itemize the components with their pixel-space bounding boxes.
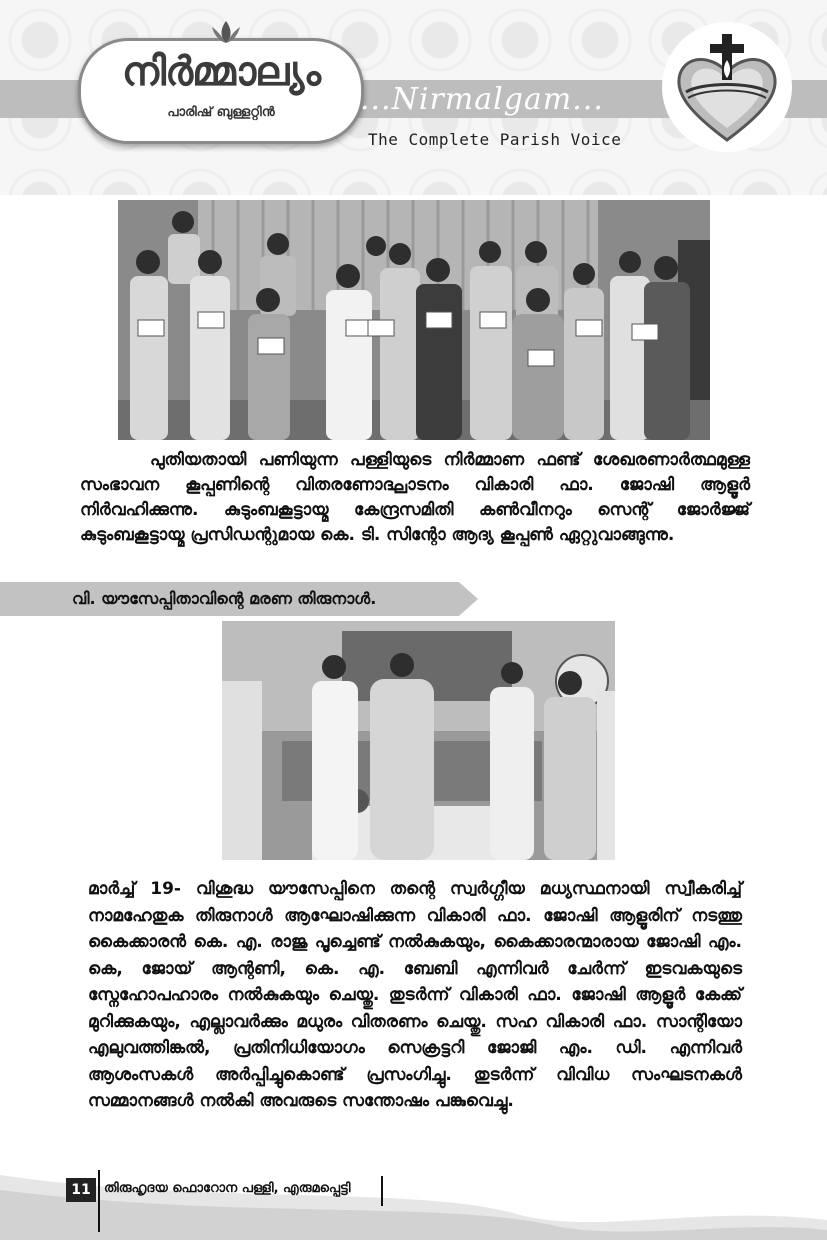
brand-script-title: ...Nirmalgam... [360, 82, 604, 117]
emblem [662, 22, 792, 152]
footer-parish-name: തിരുഹൃദയ ഫൊറോന പള്ളി, എരുമപ്പെട്ടി [104, 1181, 351, 1196]
footer-divider [98, 1170, 100, 1232]
tagline: The Complete Parish Voice [368, 130, 622, 149]
page-number: 11 [66, 1178, 96, 1202]
article-body: മാർച്ച് 19- വിശുദ്ധ യൗസേപ്പിനെ തന്റെ സ്വർഗ്ഗീയ മധ്യസ്ഥനായി സ്വീകരിച്ച് നാമഹേതുക തിരുനാൾ ആഘോഷിക്കുന്ന വികാരി ഫാ. ജോഷി ആളൂരിന് നടത്തു കൈക്കാരൻ കെ. എ. രാജു പൂച്ചെണ്ട് നൽകുകയും, കൈക്കാരന്മാരായ ജോഷി എം. കെ, ജോയ് ആന്റണി, കെ. എ. ബേബി എന്നിവർ ചേർന്ന് ഇടവകയുടെ സ്നേഹോപഹാരം നൽകുകയും ചെയ്തു. തുടർന്ന് വികാരി ഫാ. ജോഷി ആളൂർ കേക്ക് മുറിക്കുകയും, എല്ലാവർക്കും മധുരം വിതരണം ചെയ്തു. സഹ വികാരി ഫാ. സാന്റിയോ എലുവത്തിങ്കൽ, പ്രതിനിധിയോഗം സെക്രട്ടറി ജോജി എം. ഡി. എന്നിവർ ആശംസകൾ അർപ്പിച്ചുകൊണ്ട് പ്രസംഗിച്ചു. തുടർന്ന് വിവിധ സംഘടനകൾ സമ്മാനങ്ങൾ നൽകി അവരുടെ സന്തോഷം പങ്കുവെച്ചു. [88, 879, 742, 1111]
sacred-heart-cross-icon [662, 22, 792, 152]
masthead-title: നിർമ്മാല്യം [121, 49, 321, 95]
lotus-icon [206, 19, 246, 45]
masthead-badge [78, 38, 364, 144]
group-photo [118, 200, 710, 440]
cake-cutting-photo [222, 621, 615, 860]
footer-ornament [0, 1165, 827, 1240]
photo-caption: പുതിയതായി പണിയുന്ന പള്ളിയുടെ നിർമ്മാണ ഫണ്ട് ശേഖരണാർത്ഥമുള്ള സംഭാവന കൂപ്പണിന്റെ വിതരണോദ്ഘാടനം വികാരി ഫാ. ജോഷി ആളൂർ നിർവഹിക്കുന്നു. കുടുംബകൂട്ടായ്മ കേന്ദ്രസമിതി കൺവീനറും സെന്റ് ജോർജ്ജ് കുടുംബകൂട്ടായ്മ പ്രസിഡന്റുമായ കെ. ടി. സിന്റോ ആദ്യ കൂപ്പൺ ഏറ്റുവാങ്ങുന്നു. [80, 450, 750, 545]
section-title: വി. യൗസേപ്പിതാവിന്റെ മരണ തിരുനാൾ. [72, 589, 377, 608]
footer-divider-end [381, 1176, 383, 1206]
page-header [0, 0, 827, 195]
masthead-subtitle: പാരിഷ് ബുള്ളറ്റിൻ [167, 105, 275, 120]
